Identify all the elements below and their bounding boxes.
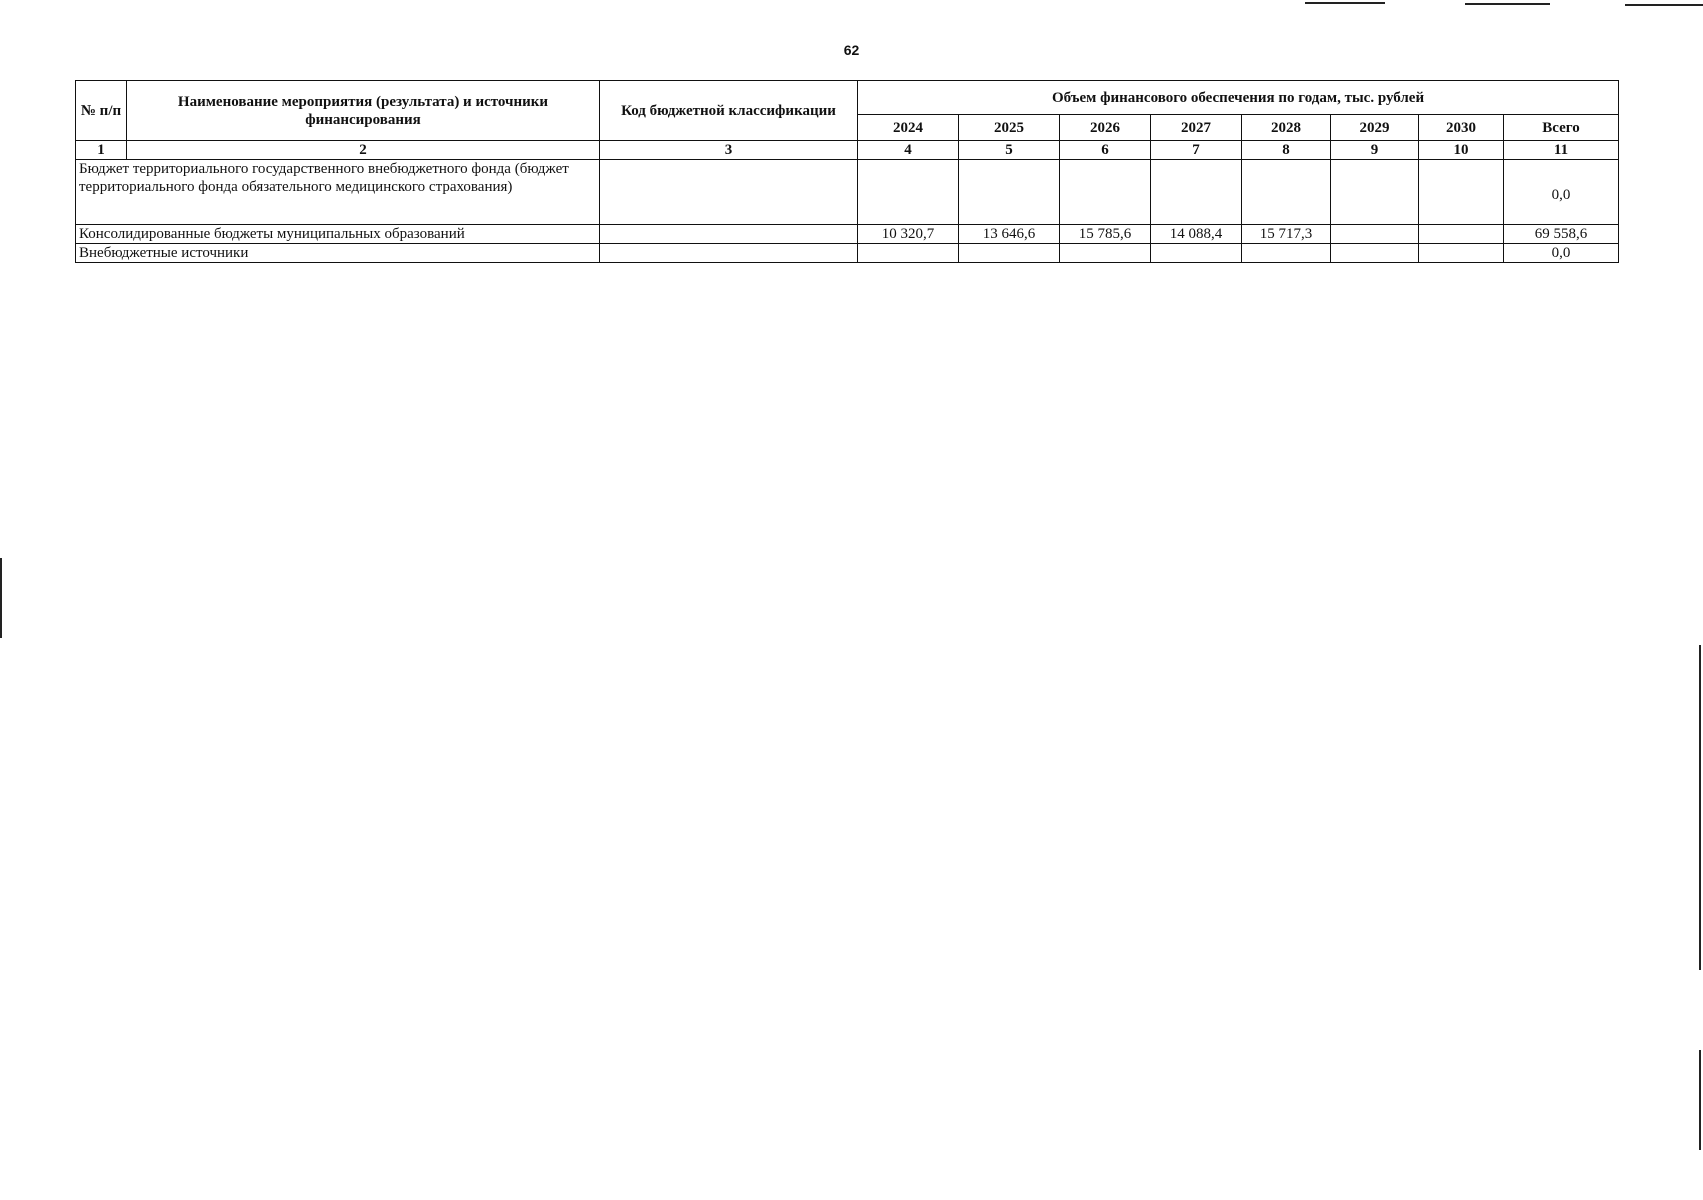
row-value xyxy=(959,160,1060,225)
row-value xyxy=(1331,225,1419,244)
row-kbk xyxy=(600,225,858,244)
column-number: 9 xyxy=(1331,141,1419,160)
row-value xyxy=(858,160,959,225)
scan-artifact-right-edge-2 xyxy=(1699,1050,1701,1150)
scan-artifact-top-2 xyxy=(1465,3,1550,5)
table-row xyxy=(76,160,1619,225)
header-kbk: Код бюджетной классификации xyxy=(600,81,858,141)
column-number: 1 xyxy=(76,141,127,160)
header-volume: Объем финансового обеспечения по годам, тыс. рублей xyxy=(858,81,1619,115)
row-value xyxy=(1242,244,1331,263)
scan-artifact-left-edge xyxy=(0,558,2,638)
column-number: 8 xyxy=(1242,141,1331,160)
header-year: 2028 xyxy=(1242,115,1331,141)
row-value: 15 785,6 xyxy=(1060,225,1151,244)
row-source: Консолидированные бюджеты муниципальных образований xyxy=(76,225,600,244)
row-value: 15 717,3 xyxy=(1242,225,1331,244)
header-year: 2030 xyxy=(1419,115,1504,141)
row-value xyxy=(1060,244,1151,263)
table-header xyxy=(76,81,1619,160)
row-total: 0,0 xyxy=(1504,244,1619,263)
table-row xyxy=(76,225,1619,244)
row-kbk xyxy=(600,244,858,263)
header-total: Всего xyxy=(1504,115,1619,141)
financing-table xyxy=(75,80,1619,263)
header-year: 2024 xyxy=(858,115,959,141)
column-numbers-row xyxy=(76,141,1619,160)
row-value: 14 088,4 xyxy=(1151,225,1242,244)
row-value: 10 320,7 xyxy=(858,225,959,244)
row-total: 69 558,6 xyxy=(1504,225,1619,244)
page-number: 62 xyxy=(843,42,860,58)
row-value xyxy=(959,244,1060,263)
row-total: 0,0 xyxy=(1504,160,1619,225)
row-value xyxy=(1151,244,1242,263)
column-number: 7 xyxy=(1151,141,1242,160)
row-kbk xyxy=(600,160,858,225)
row-value xyxy=(1060,160,1151,225)
row-value xyxy=(1331,244,1419,263)
header-year: 2029 xyxy=(1331,115,1419,141)
column-number: 10 xyxy=(1419,141,1504,160)
header-name: Наименование мероприятия (результата) и источники финансирования xyxy=(127,81,600,141)
header-year: 2027 xyxy=(1151,115,1242,141)
header-no: № п/п xyxy=(76,81,127,141)
scan-artifact-top-3 xyxy=(1625,4,1703,6)
scan-artifact-top-1 xyxy=(1305,2,1385,4)
column-number: 11 xyxy=(1504,141,1619,160)
scan-artifact-right-edge-1 xyxy=(1699,645,1701,970)
row-value xyxy=(1419,160,1504,225)
column-number: 4 xyxy=(858,141,959,160)
row-source: Бюджет территориального государственного внебюджетного фонда (бюджет территориального фонда обязательного медицинского страхования) xyxy=(76,160,600,225)
row-source: Внебюджетные источники xyxy=(76,244,600,263)
table-row xyxy=(76,244,1619,263)
row-value xyxy=(858,244,959,263)
header-year: 2026 xyxy=(1060,115,1151,141)
row-value: 13 646,6 xyxy=(959,225,1060,244)
row-value xyxy=(1242,160,1331,225)
column-number: 5 xyxy=(959,141,1060,160)
row-value xyxy=(1151,160,1242,225)
column-number: 2 xyxy=(127,141,600,160)
column-number: 3 xyxy=(600,141,858,160)
row-value xyxy=(1419,244,1504,263)
row-value xyxy=(1419,225,1504,244)
row-value xyxy=(1331,160,1419,225)
column-number: 6 xyxy=(1060,141,1151,160)
header-year: 2025 xyxy=(959,115,1060,141)
